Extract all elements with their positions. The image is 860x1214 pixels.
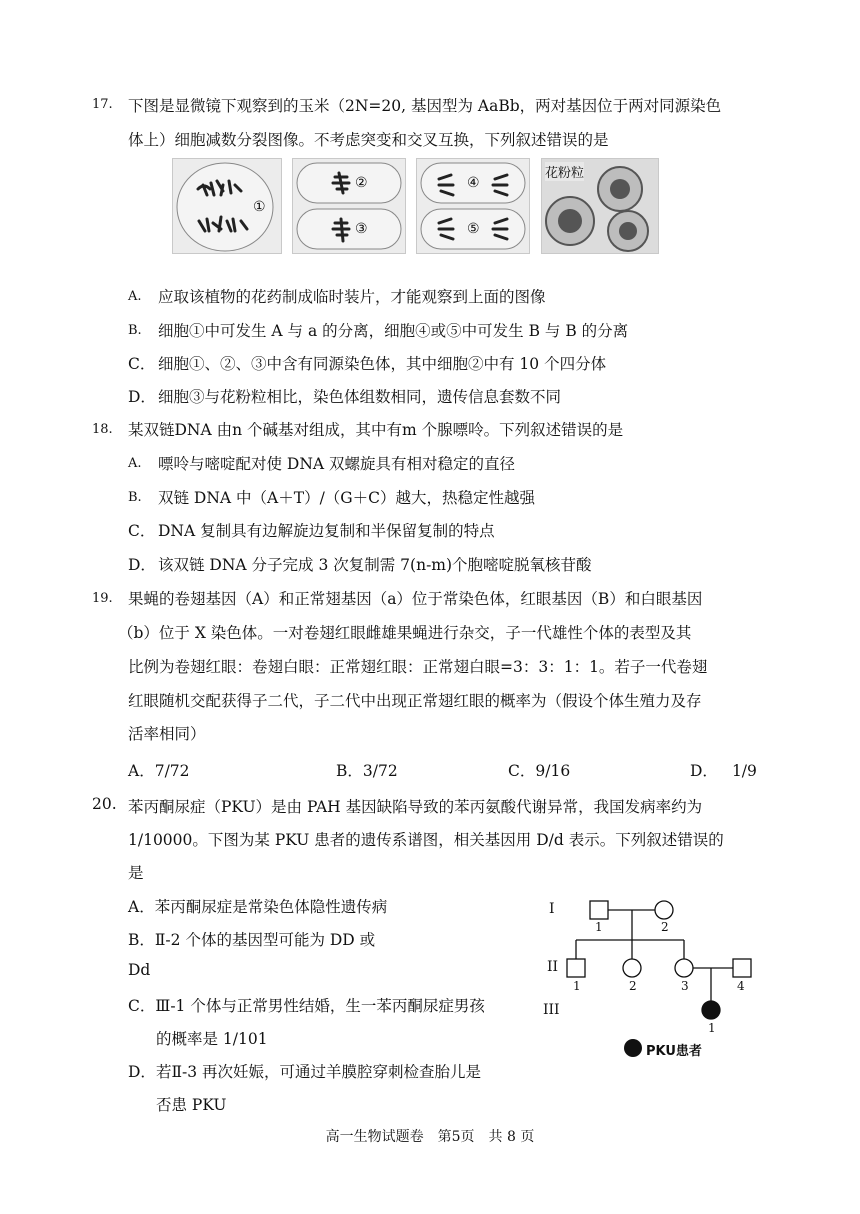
q19-stem-line3: 比例为卷翅红眼：卷翅白眼：正常翅红眼：正常翅白眼=3：3：1：1。若子一代卷翅: [128, 658, 708, 676]
q17-stem-line2: 体上）细胞减数分裂图像。不考虑突变和交叉互换，下列叙述错误的是: [128, 131, 609, 149]
q20-option-d: [128, 1060, 481, 1082]
q20-option-a-text: 苯丙酮尿症是常染色体隐性遗传病: [154, 898, 388, 916]
q17-option-b-text: 细胞①中可发生 A 与 a 的分离，细胞④或⑤中可发生 B 与 B 的分离: [158, 322, 629, 340]
q20-option-b: [128, 928, 375, 950]
pedigree-I-1-label: 1: [595, 920, 603, 934]
q19-option-a-text: 7/72: [154, 762, 190, 780]
pedigree-I-1-male: [590, 901, 608, 919]
q19-option-d-text: 1/9: [731, 762, 757, 780]
pedigree-gen-I: I: [549, 901, 555, 917]
q20-option-d-letter: D．: [128, 1063, 156, 1081]
micrograph-panel-2: [292, 158, 406, 254]
q18-option-b-letter: B.: [128, 490, 142, 505]
q18-option-c-letter: C．: [128, 522, 156, 540]
q19-option-b-text: 3/72: [362, 762, 398, 780]
pedigree-III-1-affected-female: [702, 1001, 720, 1019]
q20-stem-line2: 1/10000。下图为某 PKU 患者的遗传系谱图，相关基因用 D/d 表示。下列叙述错误的: [128, 831, 724, 849]
q19-option-b: [336, 759, 398, 781]
q20-option-d-text1: 若Ⅱ-3 再次妊娠，可通过羊膜腔穿刺检查胎儿是: [155, 1063, 481, 1081]
pedigree-II-3-female: [675, 959, 693, 977]
q20-option-c: [128, 994, 485, 1016]
q19-option-b-letter: B．: [336, 762, 363, 780]
q17-stem-line1: 下图是显微镜下观察到的玉米（2N=20, 基因型为 AaBb，两对基因位于两对同源染色: [128, 97, 722, 115]
q17-option-c-letter: C．: [128, 355, 156, 373]
pedigree-legend-label: PKU患者: [646, 1044, 702, 1059]
q20-option-d-text2: 否患 PKU: [156, 1096, 227, 1114]
q18-option-a-letter: A.: [128, 456, 142, 471]
pedigree-II-3-label: 3: [681, 979, 689, 993]
q18-option-c-text: DNA 复制具有边解旋边复制和半保留复制的特点: [158, 522, 495, 540]
q19-option-d-letter: D．: [690, 762, 718, 780]
q18-option-d-text: 该双链 DNA 分子完成 3 次复制需 7(n-m)个胞嘧啶脱氧核苷酸: [158, 556, 592, 574]
cell-label-1: ①: [253, 199, 266, 215]
q19-option-a-letter: A．: [128, 762, 155, 780]
q20-option-a: [128, 895, 387, 917]
q20-stem-line3: 是: [128, 864, 144, 882]
pedigree-II-1-label: 1: [573, 979, 581, 993]
q18-option-a-text: 嘌呤与嘧啶配对使 DNA 双螺旋具有相对稳定的直径: [158, 455, 516, 473]
pedigree-gen-II: II: [547, 959, 559, 975]
q17-option-a-text: 应取该植物的花药制成临时装片，才能观察到上面的图像: [158, 288, 546, 306]
q19-stem-line4: 红眼随机交配获得子二代，子二代中出现正常翅红眼的概率为（假设个体生殖力及存: [128, 692, 702, 710]
q17-option-d-text: 细胞③与花粉粒相比，染色体组数相同，遗传信息套数不同: [158, 388, 562, 406]
q19-stem-line2: （b）位于 X 染色体。一对卷翅红眼雌雄果蝇进行杂交，子一代雄性个体的表型及其: [118, 624, 692, 642]
pedigree-III-1-label: 1: [708, 1021, 716, 1035]
q19-number: 19.: [92, 591, 113, 606]
pedigree-II-1-male: [567, 959, 585, 977]
q20-option-c-text2: 的概率是 1/101: [156, 1030, 268, 1048]
q18-number: 18.: [92, 422, 113, 437]
page-footer: 高一生物试题卷 第5页 共 8 页: [325, 1129, 535, 1145]
pedigree-II-2-female: [623, 959, 641, 977]
q17-option-b-letter: B.: [128, 323, 142, 338]
cell-label-5: ⑤: [467, 221, 480, 237]
q17-option-d-letter: D．: [128, 388, 156, 406]
pedigree-I-2-label: 2: [661, 920, 669, 934]
q18-stem: 某双链DNA 由n 个碱基对组成，其中有m 个腺嘌呤。下列叙述错误的是: [128, 421, 624, 439]
q20-option-b-text1: Ⅱ-2 个体的基因型可能为 DD 或: [154, 931, 376, 949]
pedigree-II-4-label: 4: [737, 979, 745, 993]
micrograph-panel-3: [416, 158, 530, 254]
q19-option-a: [128, 759, 190, 781]
q20-option-b-letter: B．: [128, 931, 155, 949]
q20-option-c-text1: Ⅲ-1 个体与正常男性结婚，生一苯丙酮尿症男孩: [155, 997, 485, 1015]
q20-option-a-letter: A．: [128, 898, 155, 916]
q17-number: 17.: [92, 97, 113, 112]
q19-option-c-text: 9/16: [535, 762, 571, 780]
q17-option-c-text: 细胞①、②、③中含有同源染色体，其中细胞②中有 10 个四分体: [158, 355, 607, 373]
q19-option-d: [690, 759, 757, 781]
q20-option-c-letter: C．: [128, 997, 156, 1015]
q19-option-c-letter: C．: [508, 762, 536, 780]
pedigree-I-2-female: [655, 901, 673, 919]
cell-label-2: ②: [355, 175, 368, 191]
q20-stem-line1: 苯丙酮尿症（PKU）是由 PAH 基因缺陷导致的苯丙氨酸代谢异常，我国发病率约为: [128, 798, 703, 816]
pedigree-II-2-label: 2: [629, 979, 637, 993]
q19-stem-line5: 活率相同）: [128, 725, 206, 743]
q19-option-c: [508, 759, 570, 781]
cell-label-3: ③: [355, 221, 368, 237]
pedigree-gen-III: III: [543, 1002, 560, 1018]
q20-number: 20.: [92, 795, 117, 813]
cell-label-4: ④: [467, 175, 480, 191]
q19-stem-line1: 果蝇的卷翅基因（A）和正常翅基因（a）位于常染色体，红眼基因（B）和白眼基因: [128, 590, 703, 608]
micrograph-panel-pollen: [541, 158, 659, 254]
pedigree-legend-affected-icon: [624, 1039, 642, 1057]
q17-option-a-letter: A.: [128, 289, 142, 304]
q20-option-b-text2: Dd: [128, 961, 151, 979]
pollen-label: 花粉粒: [545, 162, 584, 181]
q18-option-b-text: 双链 DNA 中（A＋T）/（G＋C）越大，热稳定性越强: [158, 489, 536, 507]
micrograph-panel-1: [172, 158, 282, 254]
q18-option-d-letter: D．: [128, 556, 156, 574]
pedigree-II-4-male: [733, 959, 751, 977]
